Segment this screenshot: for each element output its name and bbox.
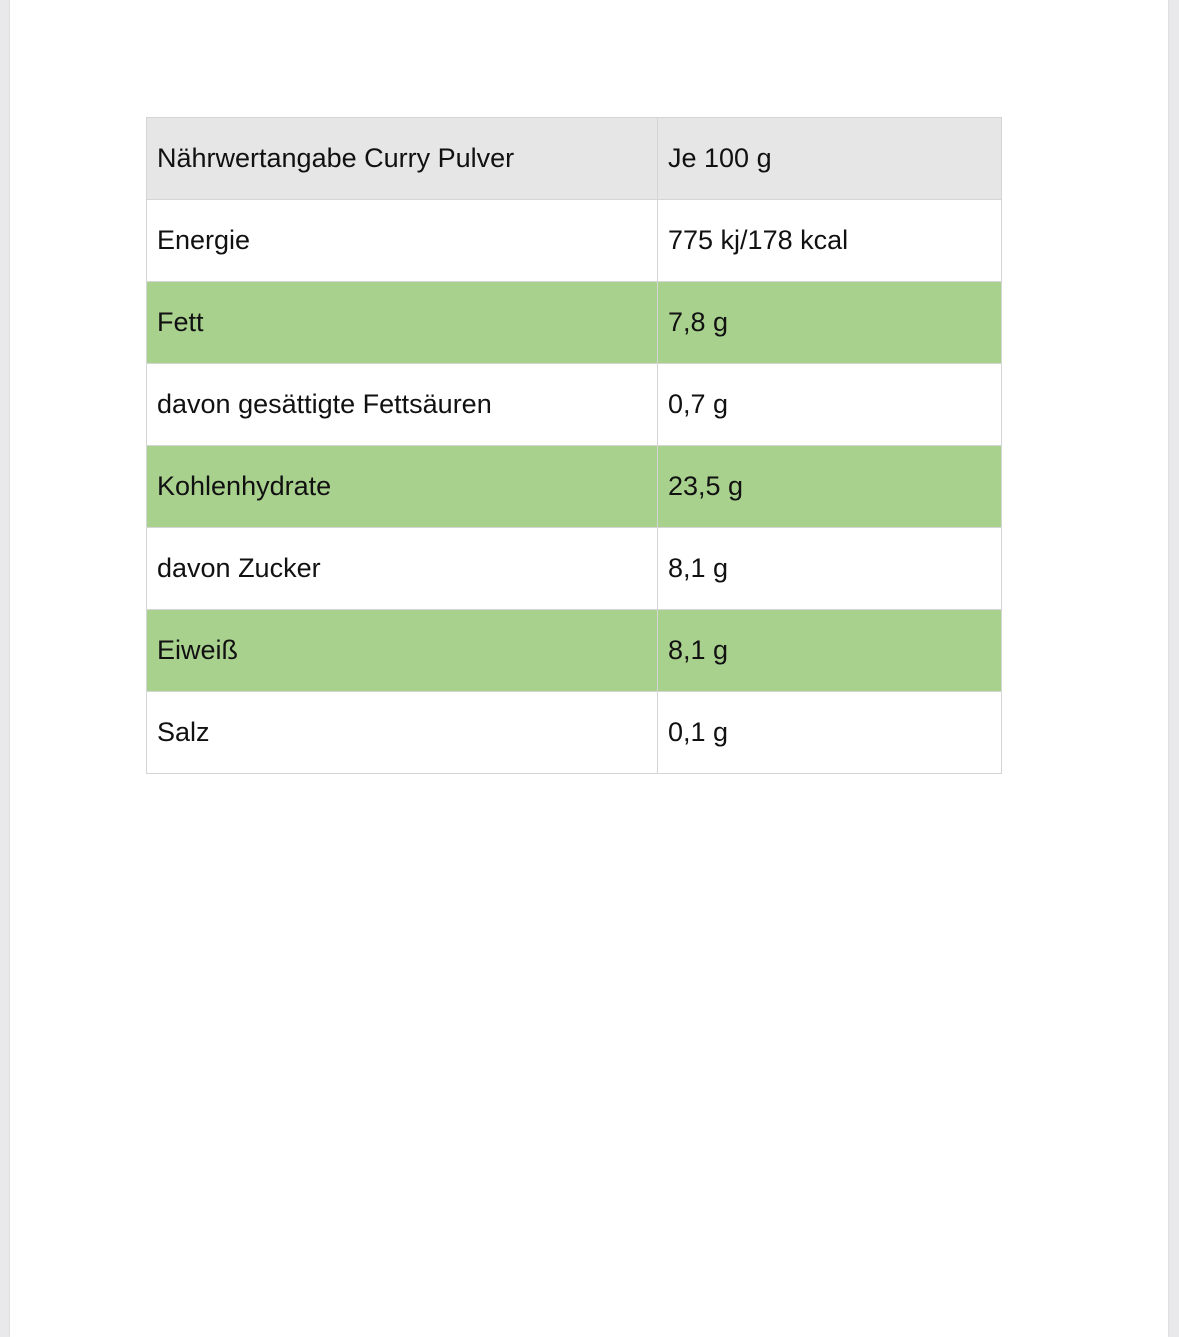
nutrient-label: Kohlenhydrate — [147, 446, 658, 528]
nutrient-value: 8,1 g — [658, 610, 1002, 692]
table-row — [147, 282, 1002, 364]
nutrition-table — [146, 117, 1002, 774]
header-value-cell: Je 100 g — [658, 118, 1002, 200]
nutrient-label: Eiweiß — [147, 610, 658, 692]
nutrient-value: 8,1 g — [658, 528, 1002, 610]
nutrient-value: 7,8 g — [658, 282, 1002, 364]
table-row — [147, 200, 1002, 282]
nutrient-label: Fett — [147, 282, 658, 364]
table-row — [147, 610, 1002, 692]
table-header-row — [147, 118, 1002, 200]
table-row — [147, 692, 1002, 774]
nutrient-value: 23,5 g — [658, 446, 1002, 528]
table-row — [147, 528, 1002, 610]
nutrient-value: 0,7 g — [658, 364, 1002, 446]
nutrient-label: Energie — [147, 200, 658, 282]
header-label-cell: Nährwertangabe Curry Pulver — [147, 118, 658, 200]
nutrient-label: Salz — [147, 692, 658, 774]
document-page — [10, 0, 1168, 1337]
table-row — [147, 364, 1002, 446]
nutrient-value: 775 kj/178 kcal — [658, 200, 1002, 282]
nutrient-label: davon gesättigte Fettsäuren — [147, 364, 658, 446]
nutrient-value: 0,1 g — [658, 692, 1002, 774]
table-row — [147, 446, 1002, 528]
nutrient-label: davon Zucker — [147, 528, 658, 610]
